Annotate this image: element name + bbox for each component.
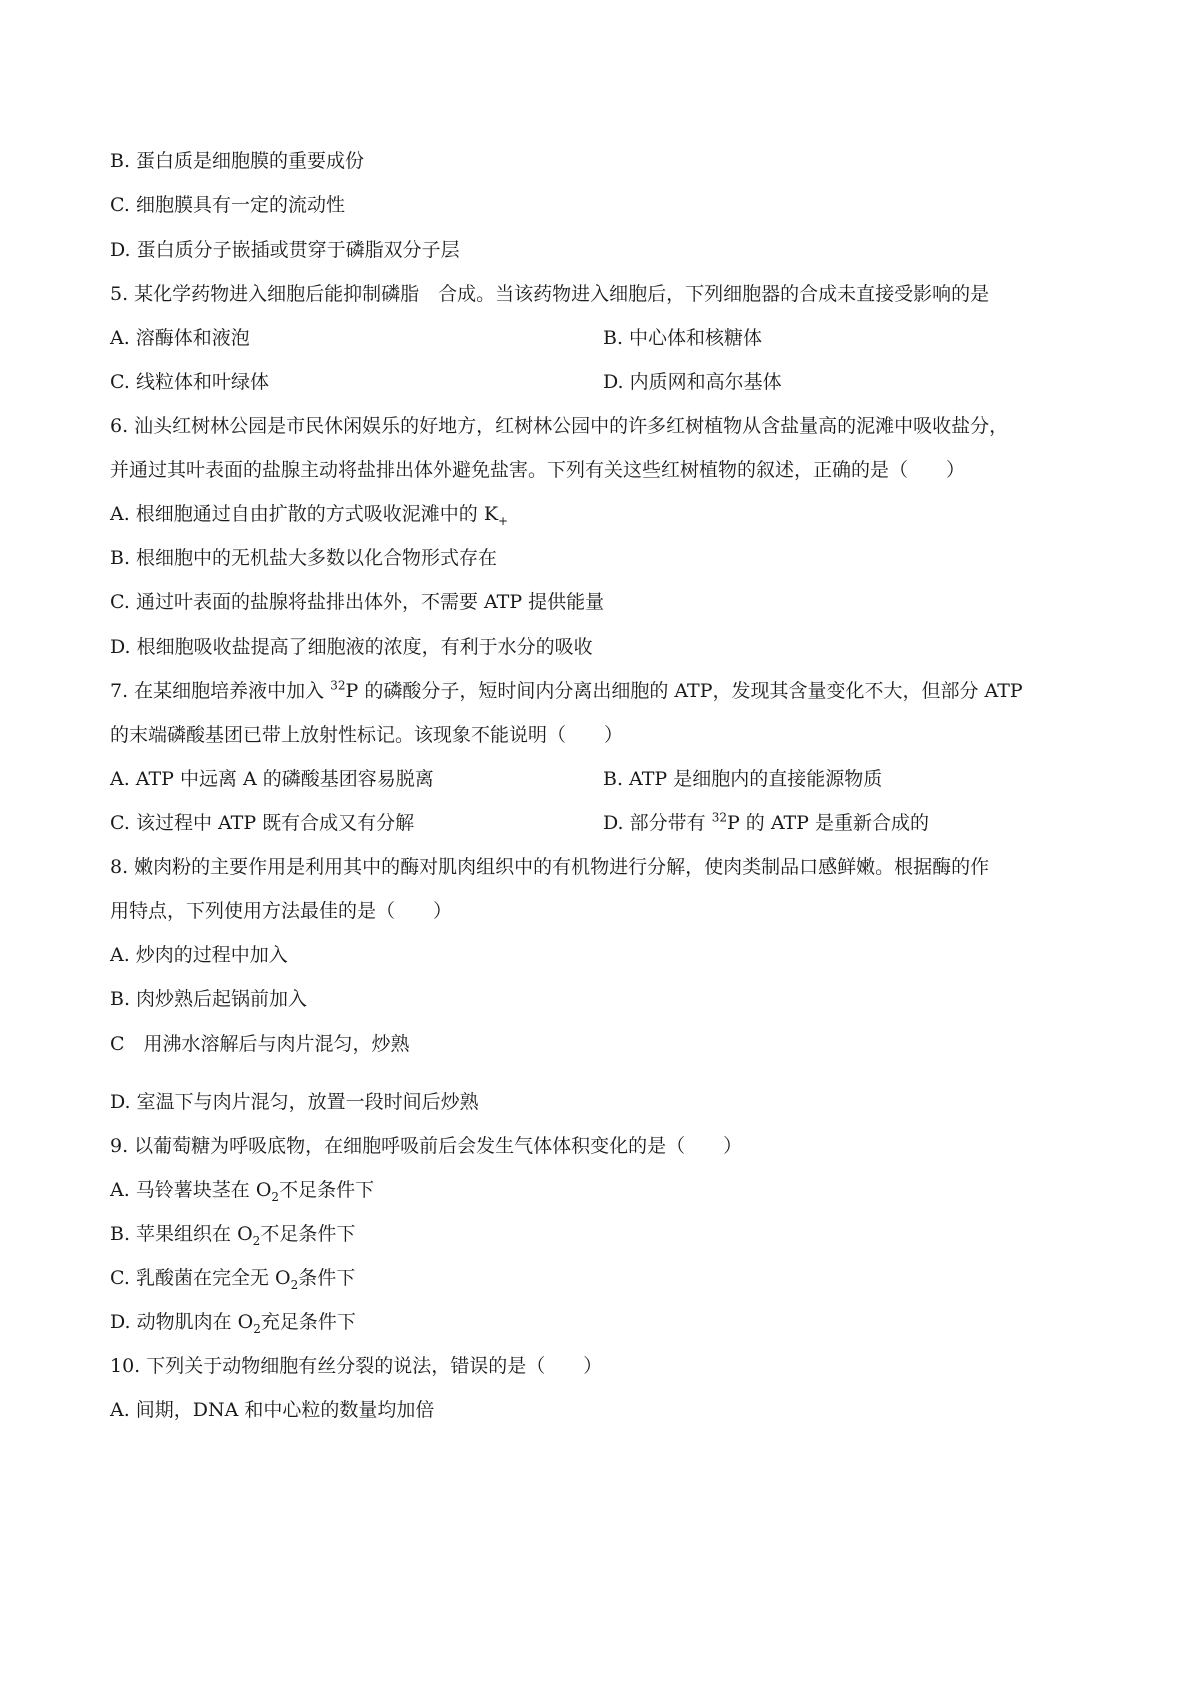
q5-option-c: C. 线粒体和叶绿体 xyxy=(110,371,269,393)
q9-option-a-post: 不足条件下 xyxy=(279,1179,375,1201)
q9-option-b-post: 不足条件下 xyxy=(260,1223,356,1245)
q5-option-b: B. 中心体和核糖体 xyxy=(603,327,763,349)
q8-stem-line1: 8. 嫩肉粉的主要作用是利用其中的酶对肌肉组织中的有机物进行分解，使肉类制品口感鲜嫩。根据酶的作 xyxy=(110,856,990,878)
q9-option-a xyxy=(110,1177,374,1203)
q7-option-d-post: P 的 ATP 是重新合成的 xyxy=(726,812,930,834)
q4-option-b: B. 蛋白质是细胞膜的重要成份 xyxy=(110,150,365,172)
q9-option-c-post: 条件下 xyxy=(298,1267,356,1289)
q9-option-a-subscript: 2 xyxy=(271,1189,280,1204)
q8-stem-line2: 用特点，下列使用方法最佳的是（ ） xyxy=(110,900,453,922)
q5-option-a: A. 溶酶体和液泡 xyxy=(110,327,250,349)
q7-stem-post: P 的磷酸分子，短时间内分离出细胞的 ATP，发现其含量变化不大，但部分 ATP xyxy=(345,680,1023,702)
q6-option-a-charge: + xyxy=(498,513,509,528)
q7-option-d xyxy=(603,810,929,836)
q9-option-d-post: 充足条件下 xyxy=(260,1311,356,1333)
q6-stem-line1: 6. 汕头红树林公园是市民休闲娱乐的好地方，红树林公园中的许多红树植物从含盐量高的泥滩中吸收盐分， xyxy=(110,415,1009,437)
q9-option-b-pre: B. 苹果组织在 O xyxy=(110,1223,253,1245)
q9-stem: 9. 以葡萄糖为呼吸底物，在细胞呼吸前后会发生气体体积变化的是（ ） xyxy=(110,1135,743,1157)
q8-option-c: C 用沸水溶解后与肉片混匀，炒熟 xyxy=(110,1033,410,1055)
q9-option-c-pre: C. 乳酸菌在完全无 O xyxy=(110,1267,291,1289)
q8-option-a: A. 炒肉的过程中加入 xyxy=(110,944,288,966)
q10-option-a: A. 间期，DNA 和中心粒的数量均加倍 xyxy=(110,1399,435,1421)
q7-isotope-mass: 32 xyxy=(330,678,346,693)
q6-option-a-text: A. 根细胞通过自由扩散的方式吸收泥滩中的 K xyxy=(110,503,499,525)
q7-stem-line2: 的末端磷酸基团已带上放射性标记。该现象不能说明（ ） xyxy=(110,724,624,746)
q9-option-c xyxy=(110,1265,355,1291)
q7-option-d-isotope: 32 xyxy=(711,810,727,825)
q7-option-c: C. 该过程中 ATP 既有合成又有分解 xyxy=(110,812,415,834)
q7-option-a: A. ATP 中远离 A 的磷酸基团容易脱离 xyxy=(110,768,434,790)
q9-option-b xyxy=(110,1221,355,1247)
q6-option-c: C. 通过叶表面的盐腺将盐排出体外，不需要 ATP 提供能量 xyxy=(110,591,605,613)
q10-stem: 10. 下列关于动物细胞有丝分裂的说法，错误的是（ ） xyxy=(110,1355,603,1377)
q8-option-b: B. 肉炒熟后起锅前加入 xyxy=(110,988,308,1010)
q7-stem-pre: 7. 在某细胞培养液中加入 xyxy=(110,680,331,702)
q7-option-b: B. ATP 是细胞内的直接能源物质 xyxy=(603,768,883,790)
q6-stem-line2: 并通过其叶表面的盐腺主动将盐排出体外避免盐害。下列有关这些红树植物的叙述，正确的是（ ） xyxy=(110,459,966,481)
q9-option-d-pre: D. 动物肌肉在 O xyxy=(110,1311,254,1333)
q5-stem: 5. 某化学药物进入细胞后能抑制磷脂 合成。当该药物进入细胞后，下列细胞器的合成未直接受影响的是 xyxy=(110,283,990,305)
q9-option-d xyxy=(110,1309,356,1335)
q4-option-d: D. 蛋白质分子嵌插或贯穿于磷脂双分子层 xyxy=(110,239,460,261)
q7-option-d-pre: D. 部分带有 xyxy=(603,812,712,834)
q5-option-d: D. 内质网和高尔基体 xyxy=(603,371,782,393)
q7-stem-line1 xyxy=(110,678,1023,704)
q6-option-b: B. 根细胞中的无机盐大多数以化合物形式存在 xyxy=(110,547,498,569)
q9-option-d-subscript: 2 xyxy=(253,1321,261,1336)
q6-option-d: D. 根细胞吸收盐提高了细胞液的浓度，有利于水分的吸收 xyxy=(110,636,593,658)
q8-option-d: D. 室温下与肉片混匀，放置一段时间后炒熟 xyxy=(110,1091,479,1113)
q4-option-c: C. 细胞膜具有一定的流动性 xyxy=(110,194,345,216)
q9-option-c-subscript: 2 xyxy=(290,1277,299,1292)
q6-option-a xyxy=(110,501,508,527)
q9-option-a-pre: A. 马铃薯块茎在 O xyxy=(110,1179,272,1201)
q9-option-b-subscript: 2 xyxy=(252,1233,261,1248)
